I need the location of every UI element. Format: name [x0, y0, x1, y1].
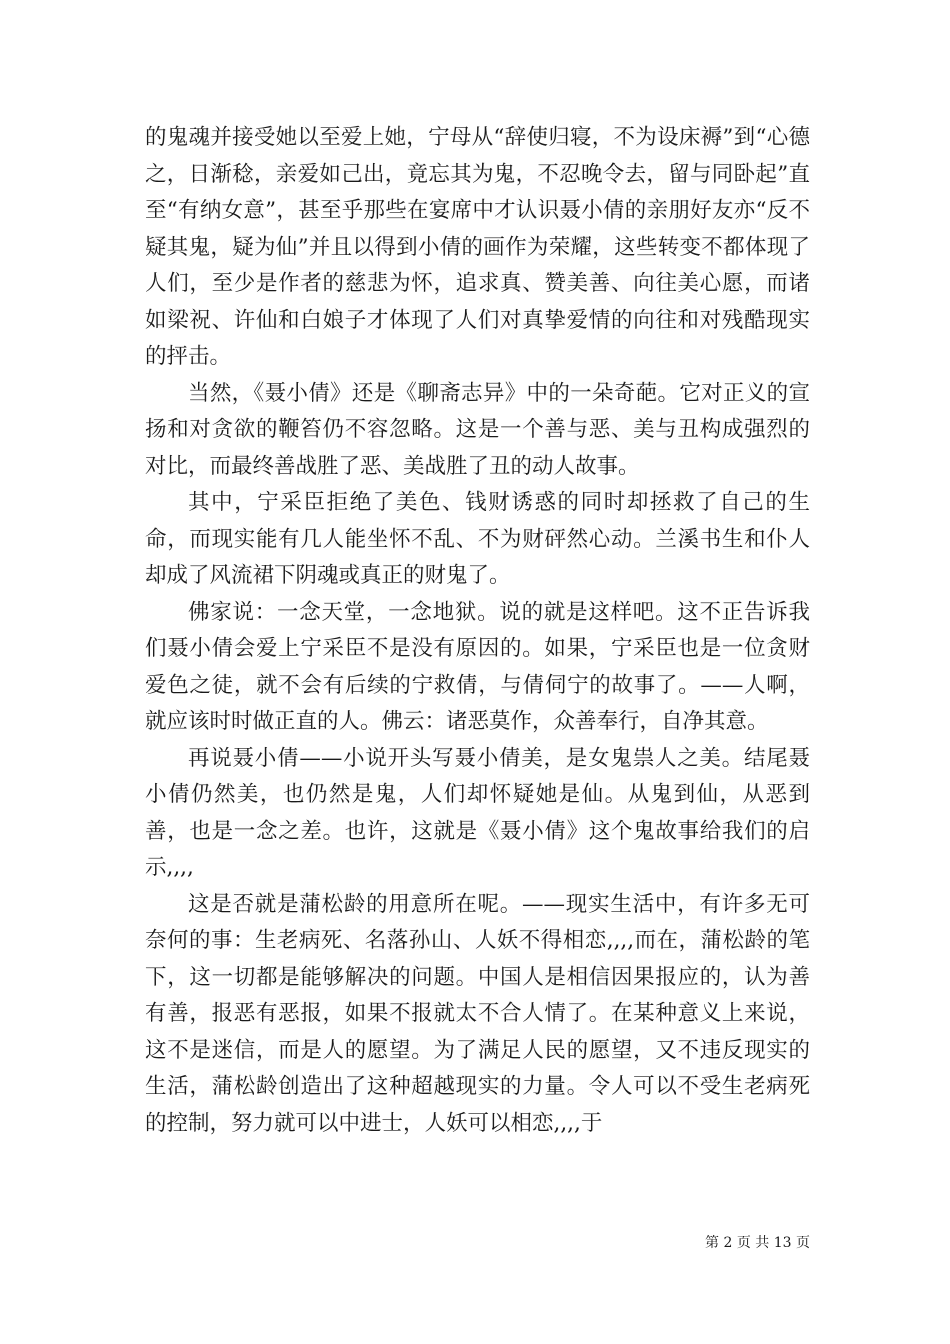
page-number: 第 2 页 共 13 页 [705, 1235, 810, 1251]
body-text [145, 120, 810, 1142]
paragraph-5: 再说聂小倩——小说开头写聂小倩美，是女鬼祟人之美。结尾聂小倩仍然美，也仍然是鬼，人们却怀疑她是仙。从鬼到仙，从恶到善，也是一念之差。也许，这就是《聂小倩》这个鬼故事给我们的启示,,,, [145, 745, 810, 880]
paragraph-6: 这是否就是蒲松龄的用意所在呢。——现实生活中，有许多无可奈何的事：生老病死、名落孙山、人妖不得相恋,,,,而在，蒲松龄的笔下，这一切都是能够解决的问题。中国人是相信因果报应的，认为善有善，报恶有恶报，如果不报就太不合人情了。在某种意义上来说，这不是迷信，而是人的愿望。为了满足人民的愿望，又不违反现实的生活，蒲松龄创造出了这种超越现实的力量。令人可以不受生老病死的控制，努力就可以中进士，人妖可以相恋,,,,于 [145, 891, 810, 1136]
paragraph-4: 佛家说：一念天堂，一念地狱。说的就是这样吧。这不正告诉我们聂小倩会爱上宁采臣不是没有原因的。如果，宁采臣也是一位贪财爱色之徒，就不会有后续的宁救倩，与倩伺宁的故事了。——人啊，就应该时时做正直的人。佛云：诸恶莫作，众善奉行，自净其意。 [145, 599, 810, 734]
paragraph-3: 其中，宁采臣拒绝了美色、钱财诱惑的同时却拯救了自己的生命，而现实能有几人能坐怀不乱、不为财砰然心动。兰溪书生和仆人却成了风流裙下阴魂或真正的财鬼了。 [145, 490, 810, 588]
paragraph-2: 当然，《聂小倩》还是《聊斋志异》中的一朵奇葩。它对正义的宣扬和对贪欲的鞭笞仍不容忽略。这是一个善与恶、美与丑构成强烈的对比，而最终善战胜了恶、美战胜了丑的动人故事。 [145, 380, 810, 479]
paragraph-1: 的鬼魂并接受她以至爱上她，宁母从“辞使归寝，不为设床褥”到“心德之，日渐稔，亲爱如己出，竟忘其为鬼，不忍晚令去，留与同卧起”直至“有纳女意”，甚至乎那些在宴席中才认识聂小倩的亲朋好友亦“反不疑其鬼，疑为仙”并且以得到小倩的画作为荣耀，这些转变不都体现了人们，至少是作者的慈悲为怀，追求真、赞美善、向往美心愿，而诸如梁祝、许仙和白娘子才体现了人们对真挚爱情的向往和对残酷现实的抨击。 [145, 125, 810, 369]
